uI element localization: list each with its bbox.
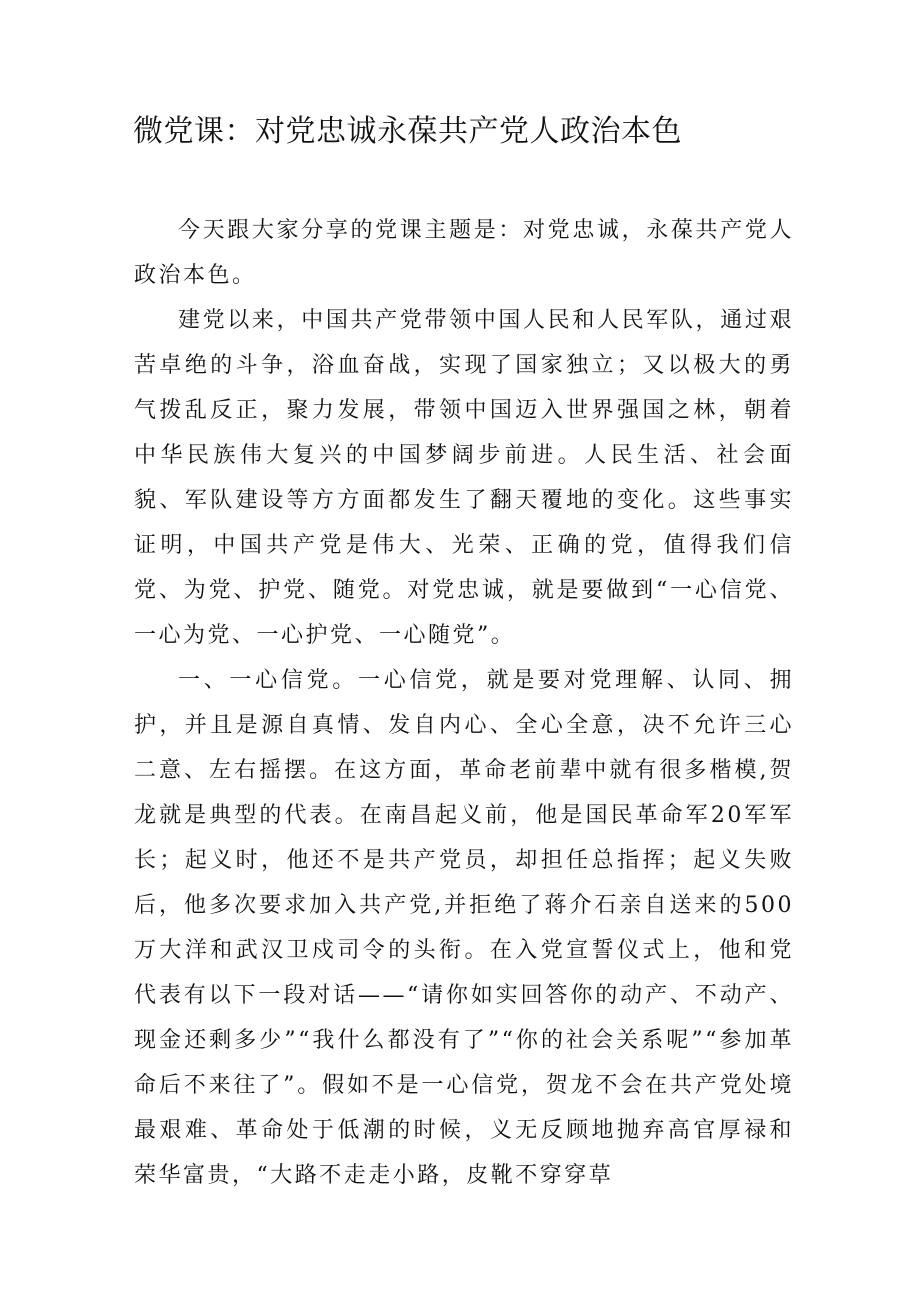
paragraph-history: 建党以来，中国共产党带领中国人民和人民军队，通过艰苦卓绝的斗争，浴血奋战，实现了国家独立；又以极大的勇气拨乱反正，聚力发展，带领中国迈入世界强国之林，朝着中华民族伟大复兴的中国梦阔步前进。人民生活、社会面貌、军队建设等方方面都发生了翻天覆地的变化。这些事实证明，中国共产党是伟大、光荣、正确的党，值得我们信党、为党、护党、随党。对党忠诚，就是要做到“一心信党、一心为党、一心护党、一心随党”。 [134,308,794,648]
document-title: 微党课：对党忠诚永葆共产党人政治本色 [133,114,682,149]
paragraph-intro: 今天跟大家分享的党课主题是：对党忠诚，永葆共产党人政治本色。 [134,218,794,288]
paragraph-section-one: 一、一心信党。一心信党，就是要对党理解、认同、拥护，并且是源自真情、发自内心、全心全意，决不允许三心二意、左右摇摆。在这方面，革命老前辈中就有很多楷模,贺龙就是典型的代表。在南昌起义前，他是国民革命军20军军长；起义时，他还不是共产党员，却担任总指挥；起义失败后，他多次要求加入共产党,并拒绝了蒋介石亲自送来的500万大洋和武汉卫戍司令的头衔。在入党宣誓仪式上，他和党代表有以下一段对话——“请你如实回答你的动产、不动产、现金还剩多少”“我什么都没有了”“你的社会关系呢”“参加革命后不来往了”。假如不是一心信党，贺龙不会在共产党处境最艰难、革命处于低潮的时候，义无反顾地抛弃高官厚禄和荣华富贵，“大路不走走小路，皮靴不穿穿草 [134,668,794,1188]
document-body [134,208,794,1198]
